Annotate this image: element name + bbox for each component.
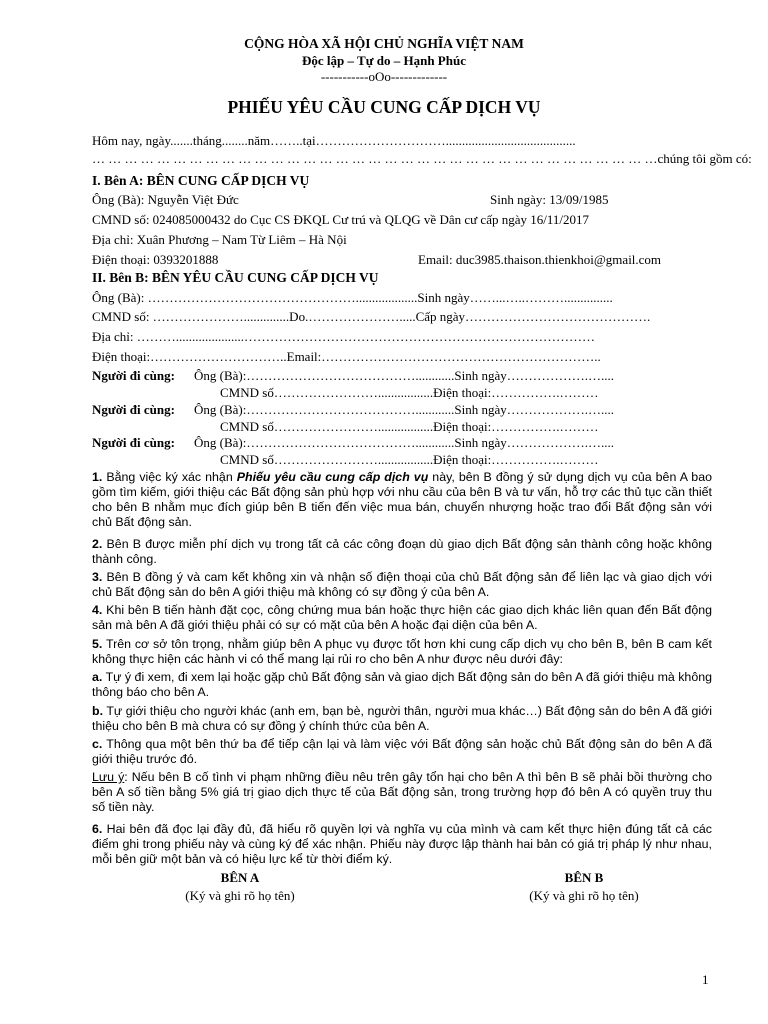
party-b-heading: II. Bên B: BÊN YÊU CẦU CUNG CẤP DỊCH VỤ — [92, 270, 379, 285]
party-b-signature-title: BÊN B — [564, 870, 604, 885]
party-a-heading: I. Bên A: BÊN CUNG CẤP DỊCH VỤ — [92, 173, 310, 188]
companion-2-id: CMND số…………………….................Điện thoại:…………….……… — [220, 419, 599, 434]
companion-2-label: Người đi cùng: — [92, 402, 175, 417]
party-a-phone: Điện thoại: 0393201888 — [92, 252, 219, 267]
clause-5c: c. Thông qua một bên thứ ba để tiếp cận lại và làm việc với Bất động sản hoặc chủ Bất động sản do bên A đã giới thiệu trước đó. — [92, 737, 712, 766]
party-a-email: Email: duc3985.thaison.thienkhoi@gmail.com — [418, 252, 662, 267]
party-a-dob: Sinh ngày: 13/09/1985 — [490, 192, 609, 207]
clause-3: 3. Bên B đồng ý và cam kết không xin và nhận số điện thoại của chủ Bất động sản để liên lạc và giao dịch với chủ Bất động sản do bên A giới thiệu mà không có sự đồng ý của bên A. — [92, 570, 712, 599]
party-b-name: Ông (Bà): …………………………………………...................Sinh ngày……...…..………............... — [92, 290, 613, 305]
companion-3-id: CMND số…………………….................Điện thoại:…………….……… — [220, 452, 599, 467]
party-a-id: CMND số: 024085000432 do Cục CS ĐKQL Cư trú và QLQG về Dân cư cấp ngày 16/11/2017 — [92, 212, 589, 227]
clause-2: 2. Bên B được miễn phí dịch vụ trong tất cả các công đoạn dù giao dịch Bất động sản thành công hoặc không thành công. — [92, 537, 712, 566]
intro-line-1: Hôm nay, ngày.......tháng........năm……..tại…………………………........................................ — [92, 133, 576, 148]
page-number: 1 — [702, 972, 709, 987]
note-paragraph: Lưu ý: Nếu bên B cố tình vi phạm những điều nêu trên gây tổn hại cho bên A thì bên B sẽ phải bồi thường cho bên A số tiền bằng 5% giá trị giao dịch thực tế của Bất động sản, trong trường hợp đó bên A có quyền truy thu số tiền này. — [92, 770, 712, 814]
header-divider: -----------oOo------------- — [320, 69, 448, 84]
party-a-name: Ông (Bà): Nguyễn Việt Đức — [92, 192, 239, 207]
clause-5b: b. Tự giới thiệu cho người khác (anh em, bạn bè, người thân, người mua khác…) Bất động sản do bên A đã giới thiệu cho bên B mà chưa có sự đồng ý chính thức của bên A. — [92, 704, 712, 733]
clause-4: 4. Khi bên B tiến hành đặt cọc, công chứng mua bán hoặc thực hiện các giao dịch khác liên quan đến Bất động sản mà bên A đã giới thiệu phải có sự có mặt của bên A hoặc đại diện của bên A. — [92, 603, 712, 632]
party-a-signature-note: (Ký và ghi rõ họ tên) — [185, 888, 295, 903]
clause-6: 6. Hai bên đã đọc lại đầy đủ, đã hiểu rõ quyền lợi và nghĩa vụ của mình và cam kết thực hiện đúng tất cả các điểm ghi trong phiếu này và cùng ký để xác nhận. Phiếu này được lập thành hai bản có giá trị pháp lý như nhau, mỗi bên giữ một bản và có hiệu lực kể từ thời điểm ký. — [92, 822, 712, 866]
party-b-signature-note: (Ký và ghi rõ họ tên) — [529, 888, 639, 903]
companion-3-label: Người đi cùng: — [92, 435, 175, 450]
country-header: CỘNG HÒA XÃ HỘI CHỦ NGHĨA VIỆT NAM — [244, 36, 524, 51]
party-b-id: CMND số: …………………..............Do.………………….....Cấp ngày……………………………………. — [92, 309, 651, 324]
companion-2-name: Ông (Bà):…………………………………............Sinh ngày……………….….... — [194, 402, 614, 417]
intro-line-2: … … … … … … … … … … … … … … … … … … … … … … … … … … … … … … … … … … …chúng tôi gồm có: — [92, 151, 752, 166]
clause-5a: a. Tự ý đi xem, đi xem lại hoặc gặp chủ Bất động sản và giao dịch Bất động sản do bên A đã giới thiệu mà không thông báo cho bên A. — [92, 670, 712, 699]
companion-1-label: Người đi cùng: — [92, 368, 175, 383]
clause-5: 5. Trên cơ sở tôn trọng, nhằm giúp bên A phục vụ được tốt hơn khi cung cấp dịch vụ cho bên B, bên B cam kết không thực hiện các hành vi có thể mang lại rủi ro cho bên A như được nêu dưới đây: — [92, 637, 712, 666]
party-a-address: Địa chỉ: Xuân Phương – Nam Từ Liêm – Hà Nội — [92, 232, 347, 247]
clause-1: 1. Bằng việc ký xác nhận Phiếu yêu cầu cung cấp dịch vụ này, bên B đồng ý sử dụng dịch vụ của bên A bao gồm tìm kiếm, giới thiệu các Bất động sản phù hợp với nhu cầu của bên B và tư vấn, hỗ trợ các thủ tục cần thiết cho bên B nhằm mục đích giúp bên B tiến đến việc mua bán, chuyển nhượng hoặc trao đổi Bất động sản với chủ Bất động sản. — [92, 470, 712, 529]
party-a-signature-title: BÊN A — [220, 870, 260, 885]
document-title: PHIẾU YÊU CẦU CUNG CẤP DỊCH VỤ — [227, 97, 541, 117]
motto: Độc lập – Tự do – Hạnh Phúc — [302, 53, 466, 68]
companion-1-id: CMND số…………………….................Điện thoại:…………….……… — [220, 385, 599, 400]
companion-1-name: Ông (Bà):…………………………………............Sinh ngày……………….….... — [194, 368, 614, 383]
companion-3-name: Ông (Bà):…………………………………............Sinh ngày……………….….... — [194, 435, 614, 450]
party-b-address: Địa chỉ: ……….....................……………………………………………………………………… — [92, 329, 596, 344]
party-b-phone: Điện thoại:…………………………..Email:……………………………………………………….. — [92, 349, 601, 364]
